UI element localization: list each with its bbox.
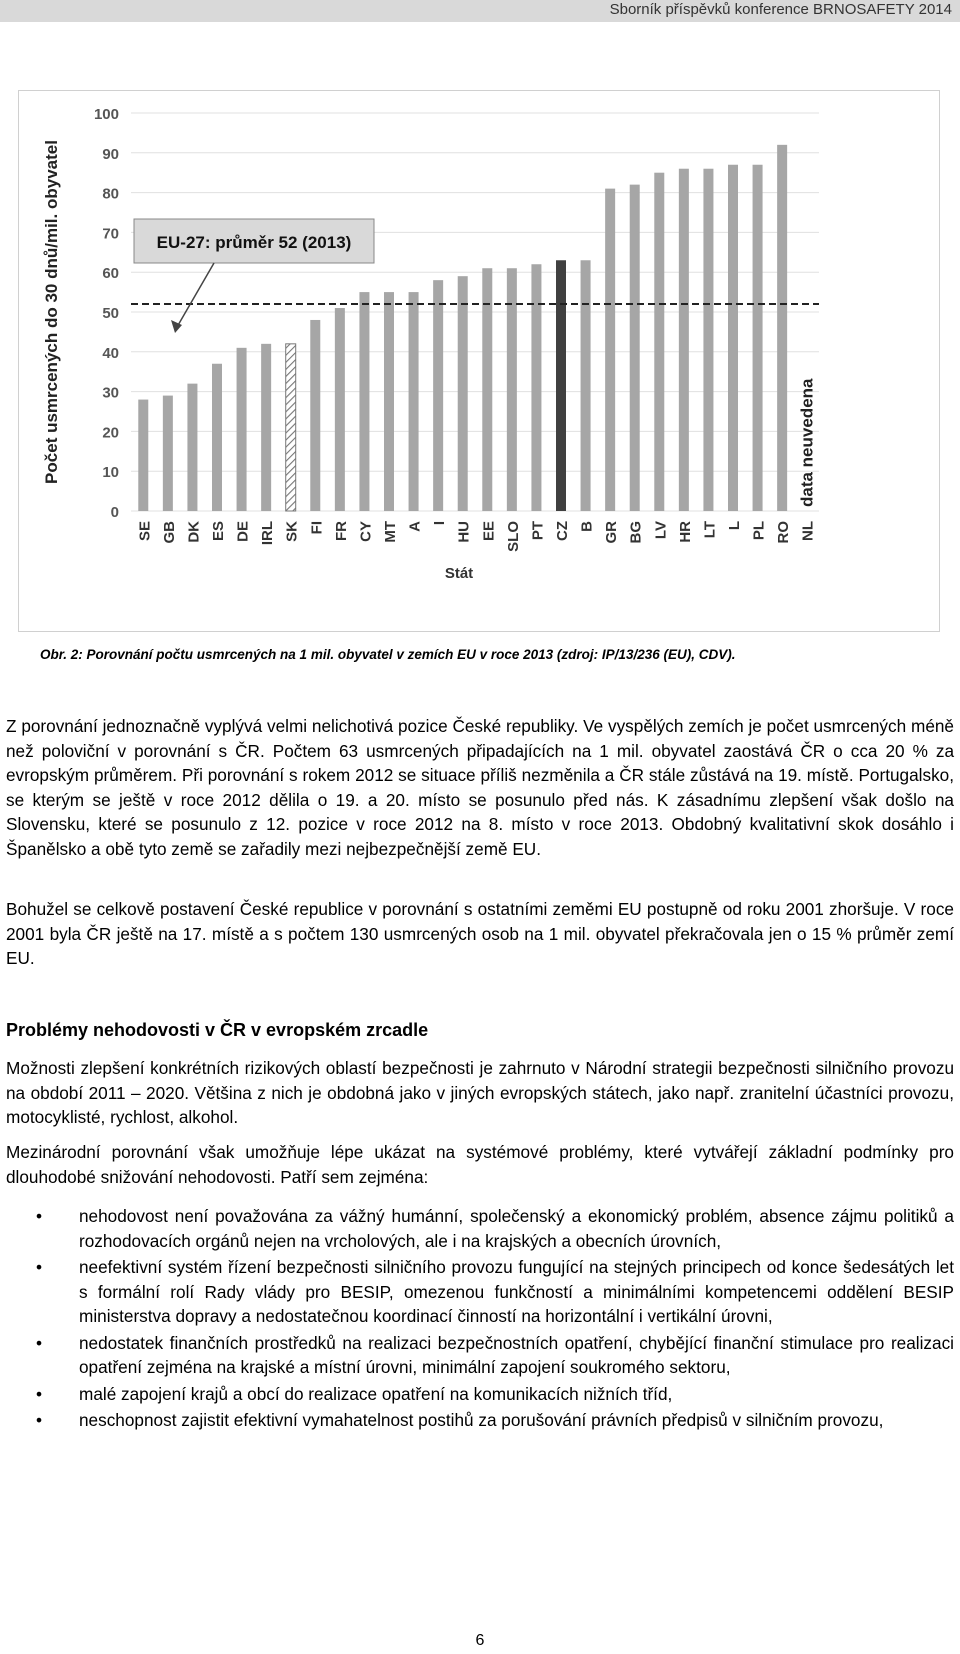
bullet-icon: • — [36, 1206, 43, 1226]
x-tick-label: FI — [308, 521, 326, 535]
y-tick-label: 80 — [102, 185, 119, 203]
x-tick-label: I — [431, 521, 449, 526]
x-tick-label: DE — [234, 521, 252, 542]
x-tick-label: HR — [676, 521, 694, 543]
bar — [237, 348, 247, 511]
section-heading: Problémy nehodovosti v ČR v evropském zrcadle — [6, 1020, 429, 1040]
x-tick-label: DK — [185, 521, 203, 543]
paragraph-3 — [6, 1056, 954, 1130]
bar — [630, 185, 640, 511]
x-tick-label: SK — [283, 521, 301, 542]
bar — [654, 173, 664, 511]
bar — [433, 280, 443, 511]
x-tick-label: A — [406, 521, 424, 532]
bar — [163, 396, 173, 511]
y-tick-label: 100 — [93, 106, 119, 123]
x-tick-label: NL — [799, 521, 817, 541]
paragraph-2-text: Bohužel se celkově postavení České republice v porovnání s ostatními zeměmi EU postupně od roku 2001 zhoršuje. V roce 2001 byla ČR ještě na 17. místě a s počtem 130 usmrcených osob na 1 mil. obyvatel překračovala jen o 15 % průměr zemí EU. — [6, 899, 954, 968]
bar — [384, 292, 394, 511]
list-item-text: neschopnost zajistit efektivní vymahatelnost postihů za porušování právních předpisů v silničním provozu, — [79, 1410, 884, 1430]
y-tick-label: 90 — [102, 145, 119, 163]
x-tick-label: PT — [529, 521, 547, 541]
bullet-icon: • — [36, 1332, 43, 1353]
list-item-text: nedostatek finančních prostředků na realizaci bezpečnostních opatření, chybějící finanční stimulace pro realizaci opatření zejména na krajské a místní úrovni, minimální zapojení soukromého sektoru, — [79, 1332, 954, 1377]
bar — [138, 400, 148, 511]
missing-data-label: data neuvedena — [797, 378, 817, 507]
figure-caption: Obr. 2: Porovnání počtu usmrcených na 1 mil. obyvatel v zemích EU v roce 2013 (zdroj: IP/13/236 (EU), CDV). — [40, 647, 736, 662]
x-tick-label: MT — [382, 521, 399, 543]
bar — [679, 169, 689, 511]
page-number: 6 — [475, 1632, 485, 1649]
x-tick-label: GB — [160, 521, 178, 544]
y-tick-label: 10 — [102, 464, 119, 482]
bar-chart — [18, 90, 940, 632]
x-tick-label: LT — [701, 521, 719, 539]
bar — [581, 260, 591, 511]
bar — [409, 292, 419, 511]
y-tick-label: 0 — [110, 504, 119, 521]
x-tick-label: SE — [136, 521, 154, 542]
y-tick-label: 20 — [102, 424, 119, 442]
y-axis-label: Počet usmrcených do 30 dnů/mil. obyvatel — [42, 140, 61, 484]
annotation-text: EU-27: průměr 52 (2013) — [156, 233, 352, 252]
x-tick-label: CZ — [554, 521, 571, 541]
bar — [187, 384, 197, 511]
bar — [556, 260, 566, 511]
bullet-icon: • — [36, 1410, 43, 1430]
bar — [531, 264, 541, 511]
bar — [753, 165, 763, 511]
x-tick-label: CY — [357, 521, 375, 542]
x-tick-label: LV — [652, 521, 670, 540]
paragraph-4-text: Mezinárodní porovnání však umožňuje lépe ukázat na systémové problémy, které vytvářejí základní podmínky pro dlouhodobé snižování nehodovosti. Patří sem zejména: — [6, 1142, 954, 1187]
paragraph-4 — [6, 1140, 954, 1189]
paragraph-1-text: Z porovnání jednoznačně vyplývá velmi nelichotivá pozice České republiky. Ve vyspělých zemích je počet usmrcených méně než poloviční v porovnání s ČR. Počtem 63 usmrcených připadajících na 1 mil. obyvatel zaostává ČR o cca 20 % za evropským průměrem. Při porovnání s rokem 2012 se situace příliš nezměnila a ČR stále zůstává na 19. místě. Portugalsko, se kterým se ještě v roce 2012 dělila o 19. a 20. místo se posunulo před nás. K zásadnímu zlepšení však došlo na Slovensku, které se posunulo z 12. pozice v roce 2012 na 8. místo v roce 2013. Obdobný kvalitativní skok dosáhlo i Španělsko a obě tyto země se zařadily mezi nejbezpečnější země EU. — [6, 716, 954, 859]
x-tick-label: FR — [332, 521, 350, 541]
header-title: Sborník příspěvků konference BRNOSAFETY 2014 — [609, 1, 952, 18]
x-tick-label: GR — [603, 521, 621, 544]
x-tick-label: ES — [210, 521, 227, 542]
bar — [310, 320, 320, 511]
list-item — [6, 1331, 954, 1380]
chart-svg — [19, 91, 939, 631]
list-item-text: malé zapojení krajů a obcí do realizace opatření na komunikacích nižních tříd, — [79, 1383, 673, 1404]
list-item-text: nehodovost není považována za vážný humánní, společenský a ekonomický problém, absence zájmu politiků a rozhodovacích orgánů nejen na vrcholových, ale i na krajských a obecních úrovních, — [79, 1206, 954, 1251]
list-item — [6, 1382, 954, 1407]
y-tick-label: 60 — [102, 265, 119, 283]
paragraph-3-text: Možnosti zlepšení konkrétních rizikových oblastí bezpečnosti je zahrnuto v Národní strategii bezpečnosti silničního provozu na období 2011 – 2020. Většina z nich je obdobná jako v jiných evropských státech, jako např. zranitelní účastníci provozu, motocyklisté, rychlost, alkohol. — [6, 1058, 954, 1127]
list-item-text: neefektivní systém řízení bezpečnosti silničního provozu fungující na stejných principech od konce šedesátých let s formální rolí Rady vlády pro BESIP, omezenou funkčností a minimálními kompetencemi oddělení BESIP ministerstva dopravy a nedostatečnou koordinací činností na horizontální i vertikální úrovni, — [79, 1257, 954, 1326]
y-tick-label: 30 — [102, 384, 119, 402]
bar — [728, 165, 738, 511]
bar — [777, 145, 787, 511]
bullet-icon: • — [36, 1257, 43, 1277]
bar — [458, 276, 468, 511]
bar — [335, 308, 345, 511]
bar — [286, 344, 296, 511]
bar — [359, 292, 369, 511]
list-item — [6, 1204, 954, 1253]
x-tick-label: SLO — [504, 521, 522, 552]
y-tick-label: 70 — [102, 225, 119, 243]
bar — [212, 364, 222, 511]
bullet-list — [6, 1204, 954, 1435]
y-tick-label: 50 — [102, 305, 119, 322]
bar — [261, 344, 271, 511]
x-tick-label: IRL — [259, 521, 277, 546]
bar — [605, 189, 615, 511]
page-header — [0, 0, 960, 22]
x-axis-label: Stát — [444, 565, 474, 582]
x-tick-label: HU — [455, 521, 473, 543]
y-tick-label: 40 — [102, 344, 119, 362]
x-tick-label: L — [726, 521, 743, 531]
list-item — [6, 1408, 954, 1433]
paragraph-2 — [6, 897, 954, 971]
x-tick-label: B — [578, 521, 596, 532]
bar — [703, 169, 713, 511]
x-tick-label: PL — [750, 521, 768, 541]
x-tick-label: EE — [480, 521, 498, 542]
x-tick-label: RO — [775, 521, 793, 544]
x-tick-label: BG — [627, 521, 645, 544]
list-item — [6, 1255, 954, 1329]
bullet-icon: • — [36, 1383, 43, 1404]
paragraph-1 — [6, 714, 954, 861]
